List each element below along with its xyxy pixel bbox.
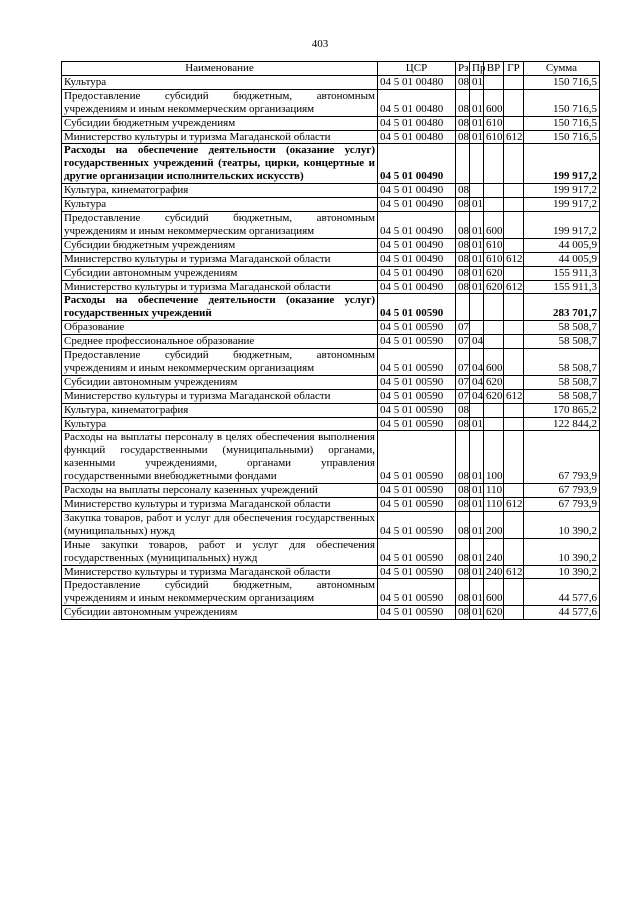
cell-vr: 620 [484, 606, 504, 620]
cell-pr [470, 184, 484, 198]
table-row [62, 375, 600, 389]
cell-sum: 150 716,5 [524, 75, 600, 89]
cell-vr [484, 294, 504, 321]
cell-rz: 07 [456, 335, 470, 349]
cell-gr [504, 89, 524, 116]
table-row [62, 130, 600, 144]
cell-vr [484, 403, 504, 417]
cell-vr [484, 184, 504, 198]
cell-csr: 04 5 01 00590 [378, 321, 456, 335]
cell-gr: 612 [504, 498, 524, 512]
cell-gr [504, 198, 524, 212]
cell-pr: 01 [470, 498, 484, 512]
cell-name: Предоставление субсидий бюджетным, автономным учреждениям и иным некоммерческим организациям [62, 211, 378, 238]
cell-name: Субсидии бюджетным учреждениям [62, 238, 378, 252]
cell-gr [504, 75, 524, 89]
cell-pr [470, 144, 484, 184]
cell-sum: 44 005,9 [524, 252, 600, 266]
cell-rz: 08 [456, 211, 470, 238]
cell-rz: 08 [456, 538, 470, 565]
cell-vr: 240 [484, 565, 504, 579]
table-row [62, 389, 600, 403]
cell-sum: 199 917,2 [524, 144, 600, 184]
cell-rz: 08 [456, 89, 470, 116]
cell-sum: 58 508,7 [524, 389, 600, 403]
cell-name: Субсидии автономным учреждениям [62, 266, 378, 280]
cell-rz [456, 294, 470, 321]
cell-csr: 04 5 01 00480 [378, 75, 456, 89]
cell-name: Культура [62, 417, 378, 431]
cell-name: Министерство культуры и туризма Магаданской области [62, 280, 378, 294]
cell-csr: 04 5 01 00490 [378, 198, 456, 212]
cell-sum: 170 865,2 [524, 403, 600, 417]
cell-pr: 01 [470, 431, 484, 484]
cell-sum: 58 508,7 [524, 335, 600, 349]
cell-vr: 620 [484, 375, 504, 389]
cell-vr: 620 [484, 280, 504, 294]
cell-vr [484, 321, 504, 335]
cell-vr [484, 417, 504, 431]
cell-csr: 04 5 01 00490 [378, 252, 456, 266]
table-row [62, 403, 600, 417]
table-body [62, 75, 600, 619]
table-row [62, 565, 600, 579]
table-row [62, 484, 600, 498]
cell-name: Иные закупки товаров, работ и услуг для обеспечения государственных (муниципальных) нужд [62, 538, 378, 565]
cell-pr: 04 [470, 349, 484, 376]
cell-vr: 610 [484, 238, 504, 252]
header-rz: Рз [456, 62, 470, 76]
cell-rz: 08 [456, 198, 470, 212]
cell-sum: 122 844,2 [524, 417, 600, 431]
cell-pr: 01 [470, 565, 484, 579]
cell-gr [504, 538, 524, 565]
cell-pr: 01 [470, 238, 484, 252]
cell-rz: 08 [456, 252, 470, 266]
cell-rz: 08 [456, 130, 470, 144]
table-row [62, 198, 600, 212]
cell-sum: 10 390,2 [524, 538, 600, 565]
cell-vr: 200 [484, 511, 504, 538]
cell-sum: 283 701,7 [524, 294, 600, 321]
cell-name: Культура, кинематография [62, 403, 378, 417]
table-row [62, 579, 600, 606]
cell-rz: 08 [456, 484, 470, 498]
cell-rz: 07 [456, 321, 470, 335]
cell-rz: 08 [456, 238, 470, 252]
cell-vr [484, 198, 504, 212]
cell-name: Среднее профессиональное образование [62, 335, 378, 349]
cell-csr: 04 5 01 00590 [378, 511, 456, 538]
cell-vr: 620 [484, 266, 504, 280]
cell-vr [484, 75, 504, 89]
table-row [62, 144, 600, 184]
cell-pr: 01 [470, 211, 484, 238]
cell-sum: 10 390,2 [524, 565, 600, 579]
cell-gr: 612 [504, 565, 524, 579]
cell-csr: 04 5 01 00590 [378, 498, 456, 512]
cell-sum: 155 911,3 [524, 266, 600, 280]
cell-gr [504, 375, 524, 389]
cell-sum: 67 793,9 [524, 498, 600, 512]
cell-pr: 01 [470, 606, 484, 620]
cell-rz: 07 [456, 389, 470, 403]
cell-gr [504, 116, 524, 130]
cell-csr: 04 5 01 00590 [378, 335, 456, 349]
cell-rz: 08 [456, 280, 470, 294]
cell-name: Министерство культуры и туризма Магаданской области [62, 252, 378, 266]
cell-gr [504, 349, 524, 376]
cell-name: Министерство культуры и туризма Магаданской области [62, 498, 378, 512]
cell-pr: 01 [470, 484, 484, 498]
cell-vr [484, 335, 504, 349]
cell-pr: 01 [470, 130, 484, 144]
table-header [62, 62, 600, 76]
cell-gr [504, 417, 524, 431]
cell-vr: 110 [484, 484, 504, 498]
cell-csr: 04 5 01 00490 [378, 266, 456, 280]
cell-pr: 01 [470, 579, 484, 606]
cell-gr [504, 511, 524, 538]
page-number: 403 [311, 38, 329, 50]
cell-pr: 01 [470, 280, 484, 294]
cell-sum: 150 716,5 [524, 130, 600, 144]
cell-vr: 610 [484, 252, 504, 266]
cell-sum: 150 716,5 [524, 89, 600, 116]
cell-csr: 04 5 01 00590 [378, 375, 456, 389]
cell-csr: 04 5 01 00590 [378, 417, 456, 431]
table-row [62, 335, 600, 349]
cell-gr: 612 [504, 130, 524, 144]
cell-rz: 07 [456, 349, 470, 376]
cell-csr: 04 5 01 00480 [378, 116, 456, 130]
cell-rz: 08 [456, 606, 470, 620]
cell-sum: 155 911,3 [524, 280, 600, 294]
cell-pr [470, 403, 484, 417]
cell-csr: 04 5 01 00590 [378, 389, 456, 403]
cell-csr: 04 5 01 00590 [378, 565, 456, 579]
cell-name: Расходы на обеспечение деятельности (оказание услуг) государственных учреждений [62, 294, 378, 321]
cell-gr [504, 294, 524, 321]
cell-vr: 610 [484, 130, 504, 144]
table-row [62, 498, 600, 512]
cell-name: Субсидии автономным учреждениям [62, 606, 378, 620]
cell-sum: 58 508,7 [524, 321, 600, 335]
cell-name: Расходы на выплаты персоналу в целях обеспечения выполнения функций государственными (муниципальными) органами, казенными учреждениями, органами управления государственными внебюджетными фондами [62, 431, 378, 484]
cell-sum: 67 793,9 [524, 484, 600, 498]
cell-sum: 199 917,2 [524, 198, 600, 212]
cell-csr: 04 5 01 00590 [378, 431, 456, 484]
cell-sum: 44 005,9 [524, 238, 600, 252]
cell-gr [504, 321, 524, 335]
cell-vr [484, 144, 504, 184]
cell-csr: 04 5 01 00490 [378, 184, 456, 198]
table-row [62, 280, 600, 294]
cell-pr: 01 [470, 75, 484, 89]
cell-gr [504, 238, 524, 252]
header-name: Наименование [62, 62, 378, 76]
table-row [62, 116, 600, 130]
cell-name: Образование [62, 321, 378, 335]
table-row [62, 211, 600, 238]
cell-csr: 04 5 01 00490 [378, 211, 456, 238]
cell-vr: 610 [484, 116, 504, 130]
cell-gr [504, 266, 524, 280]
cell-gr [504, 579, 524, 606]
cell-rz: 07 [456, 375, 470, 389]
cell-gr [504, 606, 524, 620]
table-row [62, 511, 600, 538]
cell-name: Расходы на обеспечение деятельности (оказание услуг) государственных учреждений (театры, цирки, концертные и другие организации исполнительских искусств) [62, 144, 378, 184]
cell-pr: 01 [470, 89, 484, 116]
table-row [62, 75, 600, 89]
cell-pr: 01 [470, 252, 484, 266]
cell-gr: 612 [504, 280, 524, 294]
cell-gr [504, 335, 524, 349]
cell-rz: 08 [456, 565, 470, 579]
header-row [62, 62, 600, 76]
cell-rz: 08 [456, 417, 470, 431]
header-csr: ЦСР [378, 62, 456, 76]
cell-gr [504, 403, 524, 417]
cell-name: Министерство культуры и туризма Магаданской области [62, 389, 378, 403]
cell-name: Министерство культуры и туризма Магаданской области [62, 565, 378, 579]
cell-csr: 04 5 01 00590 [378, 349, 456, 376]
cell-gr [504, 484, 524, 498]
cell-sum: 44 577,6 [524, 579, 600, 606]
cell-sum: 10 390,2 [524, 511, 600, 538]
cell-sum: 199 917,2 [524, 211, 600, 238]
cell-pr: 01 [470, 511, 484, 538]
cell-vr: 240 [484, 538, 504, 565]
table-row [62, 417, 600, 431]
table-row [62, 184, 600, 198]
cell-name: Субсидии бюджетным учреждениям [62, 116, 378, 130]
cell-pr [470, 321, 484, 335]
header-gr: ГР [504, 62, 524, 76]
cell-gr [504, 431, 524, 484]
table-row [62, 349, 600, 376]
cell-rz: 08 [456, 266, 470, 280]
cell-gr [504, 211, 524, 238]
cell-vr: 600 [484, 579, 504, 606]
cell-pr: 04 [470, 389, 484, 403]
cell-vr: 110 [484, 498, 504, 512]
table-row [62, 252, 600, 266]
cell-rz: 08 [456, 498, 470, 512]
cell-gr [504, 144, 524, 184]
cell-csr: 04 5 01 00490 [378, 144, 456, 184]
cell-sum: 199 917,2 [524, 184, 600, 198]
cell-rz: 08 [456, 511, 470, 538]
cell-gr [504, 184, 524, 198]
cell-pr: 04 [470, 375, 484, 389]
cell-name: Расходы на выплаты персоналу казенных учреждений [62, 484, 378, 498]
cell-name: Культура [62, 75, 378, 89]
cell-vr: 600 [484, 89, 504, 116]
cell-sum: 67 793,9 [524, 431, 600, 484]
table-row [62, 538, 600, 565]
cell-vr: 620 [484, 389, 504, 403]
cell-name: Предоставление субсидий бюджетным, автономным учреждениям и иным некоммерческим организациям [62, 579, 378, 606]
cell-sum: 150 716,5 [524, 116, 600, 130]
cell-csr: 04 5 01 00590 [378, 403, 456, 417]
cell-csr: 04 5 01 00590 [378, 606, 456, 620]
cell-rz: 08 [456, 403, 470, 417]
cell-pr: 01 [470, 538, 484, 565]
cell-csr: 04 5 01 00480 [378, 130, 456, 144]
cell-csr: 04 5 01 00590 [378, 484, 456, 498]
cell-vr: 600 [484, 349, 504, 376]
cell-pr: 04 [470, 335, 484, 349]
header-sum: Сумма [524, 62, 600, 76]
cell-sum: 44 577,6 [524, 606, 600, 620]
cell-csr: 04 5 01 00590 [378, 538, 456, 565]
table-row [62, 266, 600, 280]
cell-rz: 08 [456, 184, 470, 198]
cell-csr: 04 5 01 00590 [378, 579, 456, 606]
cell-name: Предоставление субсидий бюджетным, автономным учреждениям и иным некоммерческим организациям [62, 349, 378, 376]
cell-csr: 04 5 01 00480 [378, 89, 456, 116]
cell-gr: 612 [504, 389, 524, 403]
cell-rz: 08 [456, 75, 470, 89]
cell-rz: 08 [456, 431, 470, 484]
budget-table [61, 61, 600, 620]
cell-rz: 08 [456, 579, 470, 606]
cell-csr: 04 5 01 00590 [378, 294, 456, 321]
cell-name: Министерство культуры и туризма Магаданской области [62, 130, 378, 144]
cell-pr: 01 [470, 417, 484, 431]
cell-name: Культура [62, 198, 378, 212]
cell-rz [456, 144, 470, 184]
cell-csr: 04 5 01 00490 [378, 238, 456, 252]
cell-name: Культура, кинематография [62, 184, 378, 198]
cell-vr: 600 [484, 211, 504, 238]
cell-name: Закупка товаров, работ и услуг для обеспечения государственных (муниципальных) нужд [62, 511, 378, 538]
cell-gr: 612 [504, 252, 524, 266]
cell-name: Предоставление субсидий бюджетным, автономным учреждениям и иным некоммерческим организациям [62, 89, 378, 116]
header-pr: Пр [470, 62, 484, 76]
cell-sum: 58 508,7 [524, 375, 600, 389]
cell-pr: 01 [470, 198, 484, 212]
cell-vr: 100 [484, 431, 504, 484]
table-row [62, 89, 600, 116]
table-row [62, 238, 600, 252]
table-row [62, 294, 600, 321]
cell-pr [470, 294, 484, 321]
table-row [62, 321, 600, 335]
cell-pr: 01 [470, 116, 484, 130]
table-row [62, 431, 600, 484]
cell-name: Субсидии автономным учреждениям [62, 375, 378, 389]
table-row [62, 606, 600, 620]
cell-rz: 08 [456, 116, 470, 130]
cell-csr: 04 5 01 00490 [378, 280, 456, 294]
cell-pr: 01 [470, 266, 484, 280]
cell-sum: 58 508,7 [524, 349, 600, 376]
header-vr: ВР [484, 62, 504, 76]
